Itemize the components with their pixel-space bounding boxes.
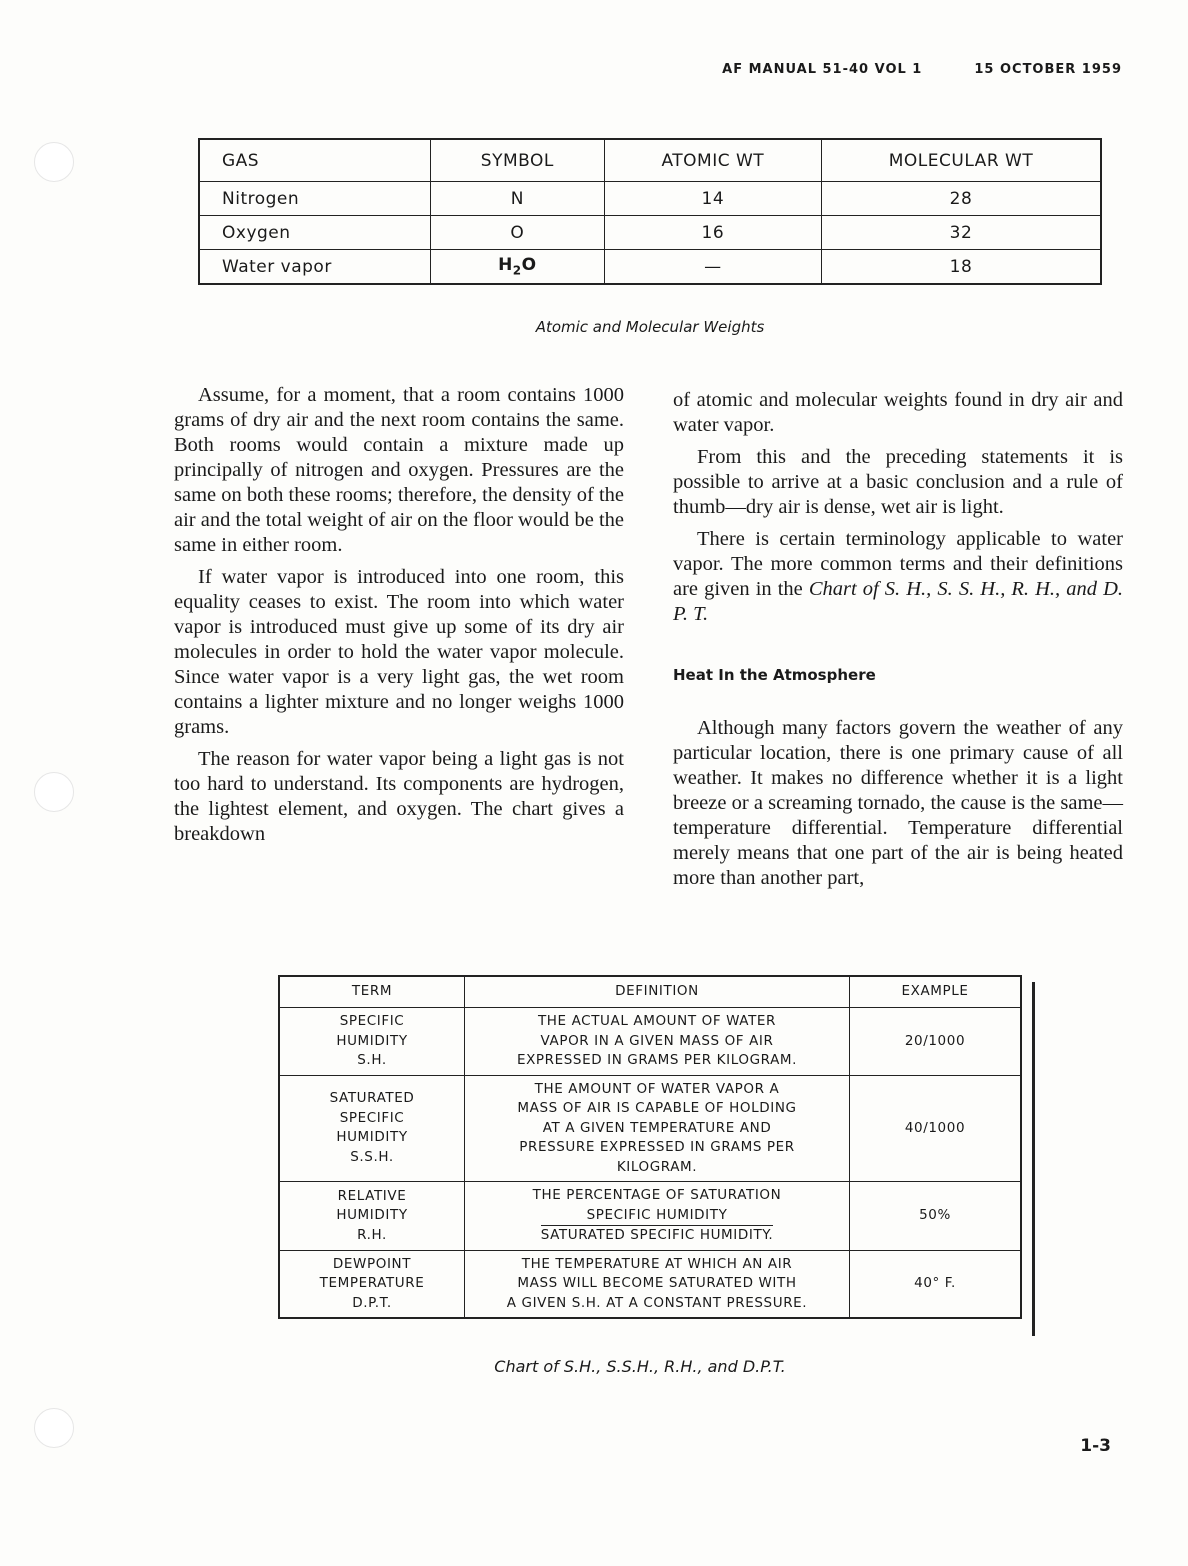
water-symbol-cell <box>431 250 605 285</box>
definition-line: A GIVEN S.H. AT A CONSTANT PRESSURE. <box>506 1294 808 1311</box>
definition-cell <box>465 1182 850 1251</box>
table-row <box>279 1075 1021 1182</box>
left-column <box>174 383 624 854</box>
term-line: D.P.T. <box>352 1294 392 1311</box>
table-caption: Chart of S.H., S.S.H., R.H., and D.P.T. <box>494 1357 786 1376</box>
paragraph <box>673 527 1123 627</box>
definition-line: MASS WILL BECOME SATURATED WITH <box>517 1275 797 1291</box>
table-row <box>279 1250 1021 1318</box>
header-date: 15 OCTOBER 1959 <box>974 62 1122 77</box>
definition-line: VAPOR IN A GIVEN MASS OF AIR <box>540 1032 774 1049</box>
term-line: S.H. <box>357 1052 387 1068</box>
definition-cell <box>465 1075 850 1182</box>
atomic-weights-table <box>198 138 1102 285</box>
term-line: HUMIDITY <box>336 1129 408 1146</box>
term-line: SATURATED <box>329 1090 415 1107</box>
paragraph: From this and the preceding statements it is possible to arrive at a basic conclusion and a rule of thumb—dry air is dense, wet air is light. <box>673 446 1123 518</box>
paragraph-text: There is certain terminology applicable to water vapor. The more common terms and their definitions are given in the <box>673 528 1123 600</box>
table-cell: N <box>431 182 605 216</box>
table-header-row <box>279 976 1021 1008</box>
table-row <box>199 182 1101 216</box>
term-line: HUMIDITY <box>336 1207 408 1223</box>
paragraph: The reason for water vapor being a light gas is not too hard to understand. Its components are hydrogen, the lightest element, and oxygen. The chart gives a breakdown <box>174 748 624 845</box>
definition-line: THE AMOUNT OF WATER VAPOR A <box>534 1080 780 1097</box>
definition-cell <box>465 1008 850 1076</box>
example-cell: 50% <box>850 1182 1022 1251</box>
definition-cell <box>465 1250 850 1318</box>
punch-hole <box>34 1408 74 1448</box>
section-heading: Heat In the Atmosphere <box>673 666 876 684</box>
column-header: EXAMPLE <box>850 976 1022 1008</box>
example-cell: 20/1000 <box>850 1008 1022 1076</box>
table-cell: — <box>604 250 821 285</box>
paragraph: Assume, for a moment, that a room contains 1000 grams of dry air and the next room contains the same. Both rooms would contain a mixture made up principally of nitrogen and oxygen. Pressures are the same on both these rooms; therefore, the density of the air and the total weight of air on the floor would be the same in either room. <box>174 384 624 556</box>
term-line: SPECIFIC <box>339 1109 405 1126</box>
right-column <box>673 388 1123 898</box>
example-cell: 40/1000 <box>850 1075 1022 1182</box>
column-header: TERM <box>279 976 465 1008</box>
table-cell: Oxygen <box>199 216 431 250</box>
table-cell: 14 <box>604 182 821 216</box>
example-cell: 40° F. <box>850 1250 1022 1318</box>
definition-line: THE ACTUAL AMOUNT OF WATER <box>537 1013 777 1029</box>
symbol-h: H <box>498 255 513 276</box>
table-header-row <box>199 139 1101 182</box>
symbol-subscript: 2 <box>512 263 522 278</box>
table-cell: O <box>431 216 605 250</box>
paragraph: Although many factors govern the weather of any particular location, there is one primary cause of all weather. It makes no difference whether it is a light breeze or a screaming tornado, the cause is the same—temperature differential. Temperature differential merely means that one part of the air is being heated more than another part, <box>673 717 1123 889</box>
table-cell: 32 <box>822 216 1102 250</box>
table-cell: Nitrogen <box>199 182 431 216</box>
punch-hole <box>34 142 74 182</box>
page-header <box>722 62 1122 77</box>
term-line: R.H. <box>357 1226 387 1243</box>
definition-line: AT A GIVEN TEMPERATURE AND <box>542 1119 772 1136</box>
table-cell: 28 <box>822 182 1102 216</box>
definition-line: PRESSURE EXPRESSED IN GRAMS PER <box>519 1139 795 1155</box>
table-cell: Water vapor <box>199 250 431 285</box>
paragraph: If water vapor is introduced into one room, this equality ceases to exist. The room into which water vapor is introduced must give up some of its dry air molecules in order to hold the water vapor molecule. Since water vapor is a very light gas, the wet room contains a lighter mixture and no longer weighs 1000 grams. <box>174 566 624 738</box>
humidity-terms-table <box>278 975 1022 1319</box>
term-line: S.S.H. <box>350 1148 394 1165</box>
table-row <box>279 1008 1021 1076</box>
term-cell <box>279 1250 465 1318</box>
term-line: RELATIVE <box>337 1187 407 1204</box>
fraction-numerator: SPECIFIC HUMIDITY <box>541 1206 774 1227</box>
term-line: HUMIDITY <box>336 1032 408 1049</box>
term-line: DEWPOINT <box>332 1255 412 1272</box>
term-cell <box>279 1075 465 1182</box>
table-caption: Atomic and Molecular Weights <box>535 318 765 336</box>
margin-change-bar <box>1032 982 1035 1336</box>
humidity-fraction <box>541 1206 774 1246</box>
definition-line: MASS OF AIR IS CAPABLE OF HOLDING <box>517 1100 797 1116</box>
term-cell <box>279 1182 465 1251</box>
paragraph: of atomic and molecular weights found in dry air and water vapor. <box>673 389 1123 436</box>
manual-id: AF MANUAL 51-40 VOL 1 <box>722 62 923 77</box>
term-line: SPECIFIC <box>339 1013 405 1029</box>
symbol-o: O <box>521 255 537 276</box>
punch-hole <box>34 772 74 812</box>
chart-reference: Chart of S. H., S. S. H., R. H., and D. P. T. <box>673 578 1123 625</box>
column-header: GAS <box>199 139 431 182</box>
definition-line: THE TEMPERATURE AT WHICH AN AIR <box>521 1255 793 1272</box>
fraction-denominator: SATURATED SPECIFIC HUMIDITY. <box>540 1227 774 1243</box>
term-line: TEMPERATURE <box>319 1275 425 1291</box>
table-row <box>199 216 1101 250</box>
column-header: MOLECULAR WT <box>822 139 1102 182</box>
definition-line: THE PERCENTAGE OF SATURATION <box>532 1187 782 1203</box>
table-cell: 18 <box>822 250 1102 285</box>
page-number: 1-3 <box>1080 1436 1111 1456</box>
table-row <box>199 250 1101 285</box>
definition-line: KILOGRAM. <box>616 1158 698 1175</box>
column-header: ATOMIC WT <box>604 139 821 182</box>
column-header: SYMBOL <box>431 139 605 182</box>
column-header: DEFINITION <box>465 976 850 1008</box>
table-cell: 16 <box>604 216 821 250</box>
term-cell <box>279 1008 465 1076</box>
table-row <box>279 1182 1021 1251</box>
definition-line: EXPRESSED IN GRAMS PER KILOGRAM. <box>516 1052 798 1068</box>
